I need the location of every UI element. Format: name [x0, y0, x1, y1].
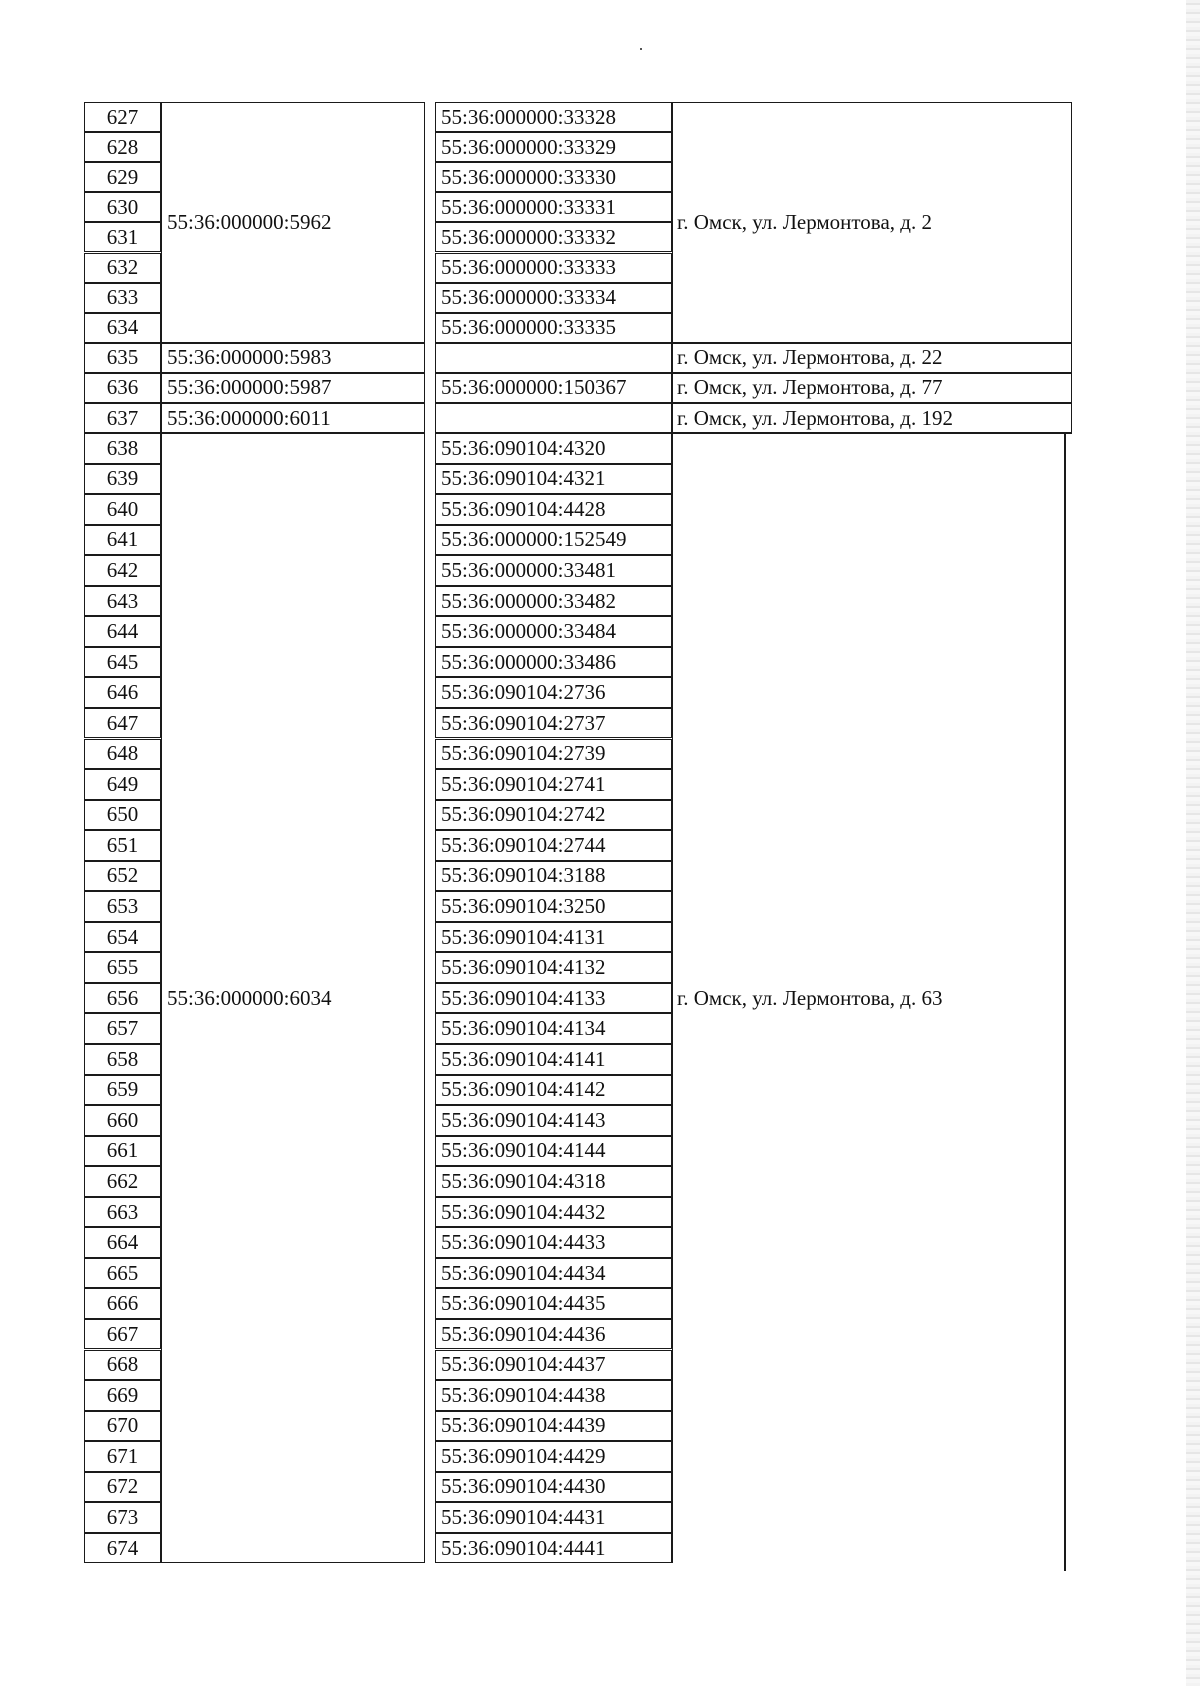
object-cadastral-number: 55:36:090104:2736: [435, 677, 672, 708]
row-number: 634: [84, 313, 161, 343]
object-cadastral-number: 55:36:090104:4320: [435, 433, 672, 464]
object-cadastral-number: 55:36:090104:4429: [435, 1441, 672, 1472]
object-cadastral-number: 55:36:090104:4134: [435, 1013, 672, 1044]
object-cadastral-number: 55:36:000000:33331: [435, 192, 672, 222]
object-cadastral-number: 55:36:000000:152549: [435, 525, 672, 556]
object-cadastral-number: 55:36:090104:2737: [435, 708, 672, 739]
object-cadastral-number: 55:36:090104:4435: [435, 1288, 672, 1319]
object-cadastral-number: 55:36:090104:2739: [435, 739, 672, 770]
object-cadastral-number: 55:36:090104:2744: [435, 830, 672, 861]
row-number: 653: [84, 891, 161, 922]
row-number: 646: [84, 677, 161, 708]
object-cadastral-number: 55:36:000000:33328: [435, 102, 672, 132]
row-number: 639: [84, 464, 161, 495]
object-cadastral-number: 55:36:090104:4143: [435, 1105, 672, 1136]
row-number: 640: [84, 494, 161, 525]
object-cadastral-number: 55:36:090104:4438: [435, 1380, 672, 1411]
row-number: 662: [84, 1166, 161, 1197]
object-cadastral-number: 55:36:090104:4433: [435, 1227, 672, 1258]
address-cell: г. Омск, ул. Лермонтова, д. 63: [672, 433, 1072, 1563]
row-number: 656: [84, 983, 161, 1014]
row-number: 657: [84, 1013, 161, 1044]
row-number: 645: [84, 647, 161, 678]
object-cadastral-number: 55:36:000000:33334: [435, 283, 672, 313]
object-cadastral-number: 55:36:090104:4133: [435, 983, 672, 1014]
object-cadastral-number: 55:36:090104:4318: [435, 1166, 672, 1197]
address-cell: г. Омск, ул. Лермонтова, д. 22: [672, 343, 1072, 373]
object-cadastral-number: 55:36:090104:2741: [435, 769, 672, 800]
object-cadastral-number: 55:36:090104:3188: [435, 861, 672, 892]
row-number: 666: [84, 1288, 161, 1319]
row-number: 650: [84, 800, 161, 831]
row-number: 663: [84, 1197, 161, 1228]
row-number: 641: [84, 525, 161, 556]
row-number: 674: [84, 1533, 161, 1564]
row-number: 670: [84, 1411, 161, 1442]
row-number: 669: [84, 1380, 161, 1411]
address-cell: г. Омск, ул. Лермонтова, д. 192: [672, 403, 1072, 433]
row-number: 667: [84, 1319, 161, 1350]
row-number: 644: [84, 616, 161, 647]
object-cadastral-number: 55:36:000000:33486: [435, 647, 672, 678]
object-cadastral-number: 55:36:090104:4432: [435, 1197, 672, 1228]
row-number: 628: [84, 132, 161, 162]
object-cadastral-number: 55:36:090104:4431: [435, 1502, 672, 1533]
object-cadastral-number: 55:36:090104:4428: [435, 494, 672, 525]
row-number: 654: [84, 922, 161, 953]
row-number: 647: [84, 708, 161, 739]
row-number: 671: [84, 1441, 161, 1472]
object-cadastral-number: 55:36:090104:4436: [435, 1319, 672, 1350]
row-number: 636: [84, 373, 161, 403]
object-cadastral-number: 55:36:000000:33332: [435, 222, 672, 252]
object-cadastral-number: 55:36:000000:33333: [435, 253, 672, 283]
object-cadastral-number: 55:36:000000:33330: [435, 162, 672, 192]
object-cadastral-number: 55:36:090104:4441: [435, 1533, 672, 1564]
scan-edge-noise: [1186, 0, 1200, 1686]
scan-speck: [640, 48, 642, 50]
object-cadastral-number: 55:36:000000:33484: [435, 616, 672, 647]
row-number: 664: [84, 1227, 161, 1258]
row-number: 642: [84, 555, 161, 586]
row-number: 649: [84, 769, 161, 800]
row-number: 651: [84, 830, 161, 861]
row-number: 672: [84, 1472, 161, 1503]
row-number: 658: [84, 1044, 161, 1075]
parcel-cadastral-number: 55:36:000000:5983: [161, 343, 425, 373]
row-number: 633: [84, 283, 161, 313]
row-number: 632: [84, 253, 161, 283]
object-cadastral-number: 55:36:000000:33482: [435, 586, 672, 617]
object-cadastral-number: 55:36:000000:33481: [435, 555, 672, 586]
object-cadastral-number: 55:36:090104:4144: [435, 1136, 672, 1167]
row-number: 629: [84, 162, 161, 192]
row-number: 655: [84, 952, 161, 983]
row-number: 659: [84, 1075, 161, 1106]
row-number: 665: [84, 1258, 161, 1289]
object-cadastral-number: 55:36:090104:4434: [435, 1258, 672, 1289]
object-cadastral-number: 55:36:090104:4131: [435, 922, 672, 953]
object-cadastral-number: 55:36:090104:2742: [435, 800, 672, 831]
object-cadastral-number: [435, 403, 672, 433]
row-number: 627: [84, 102, 161, 132]
object-cadastral-number: 55:36:000000:33329: [435, 132, 672, 162]
object-cadastral-number: 55:36:000000:150367: [435, 373, 672, 403]
object-cadastral-number: 55:36:090104:4132: [435, 952, 672, 983]
row-number: 668: [84, 1350, 161, 1381]
object-cadastral-number: 55:36:090104:4439: [435, 1411, 672, 1442]
row-number: 630: [84, 192, 161, 222]
object-cadastral-number: [435, 343, 672, 373]
object-cadastral-number: 55:36:090104:4321: [435, 464, 672, 495]
address-cell: г. Омск, ул. Лермонтова, д. 2: [672, 102, 1072, 343]
object-cadastral-number: 55:36:000000:33335: [435, 313, 672, 343]
row-number: 635: [84, 343, 161, 373]
parcel-cadastral-number: 55:36:000000:6034: [161, 433, 425, 1563]
row-number: 631: [84, 222, 161, 252]
parcel-cadastral-number: 55:36:000000:6011: [161, 403, 425, 433]
parcel-cadastral-number: 55:36:000000:5987: [161, 373, 425, 403]
row-number: 643: [84, 586, 161, 617]
address-cell: г. Омск, ул. Лермонтова, д. 77: [672, 373, 1072, 403]
object-cadastral-number: 55:36:090104:4142: [435, 1075, 672, 1106]
table-right-rule: [1064, 433, 1066, 1571]
row-number: 638: [84, 433, 161, 464]
row-number: 648: [84, 739, 161, 770]
row-number: 660: [84, 1105, 161, 1136]
row-number: 661: [84, 1136, 161, 1167]
object-cadastral-number: 55:36:090104:3250: [435, 891, 672, 922]
parcel-cadastral-number: 55:36:000000:5962: [161, 102, 425, 343]
row-number: 652: [84, 861, 161, 892]
row-number: 673: [84, 1502, 161, 1533]
row-number: 637: [84, 403, 161, 433]
object-cadastral-number: 55:36:090104:4141: [435, 1044, 672, 1075]
object-cadastral-number: 55:36:090104:4437: [435, 1350, 672, 1381]
object-cadastral-number: 55:36:090104:4430: [435, 1472, 672, 1503]
